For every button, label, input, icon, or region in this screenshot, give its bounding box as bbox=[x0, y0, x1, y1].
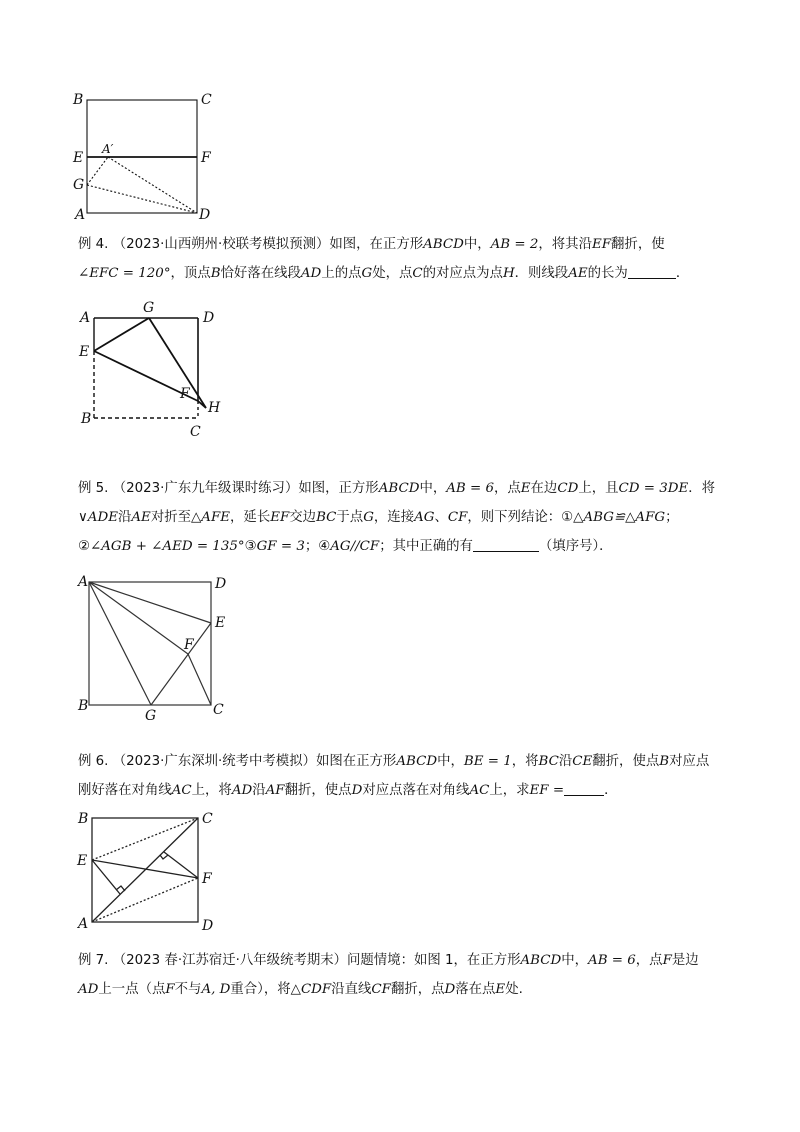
fig3-label-b: B bbox=[73, 92, 84, 108]
fig4-label-d: D bbox=[203, 310, 215, 326]
fig4-label-f: F bbox=[180, 386, 190, 402]
fig6-label-b: B bbox=[78, 811, 89, 827]
figure-example-4 bbox=[76, 296, 266, 446]
fig6-label-e: E bbox=[77, 853, 88, 869]
fig4-label-g: G bbox=[143, 300, 155, 316]
fig3-label-d: D bbox=[199, 207, 211, 223]
example-5-line-1: 例 5. （2023·广东九年级课时练习）如图，正方形ABCD中，AB = 6，点E在边CD上，且CD = 3DE．将 bbox=[78, 481, 716, 496]
fig6-label-a: A bbox=[78, 916, 89, 932]
example-5-line-2: ∨ADE沿AE对折至△AFE，延长EF交边BC于点G，连接AG、CF，则下列结论：①△ABG≌△AFG； bbox=[78, 510, 679, 525]
fig5-label-g: G bbox=[145, 708, 157, 724]
fig5-label-b: B bbox=[78, 698, 89, 714]
figure-fold-rectangle bbox=[70, 90, 230, 230]
fig5-label-d: D bbox=[215, 576, 227, 592]
fig4-label-b: B bbox=[81, 411, 92, 427]
example-5-line-3: ②∠AGB + ∠AED = 135°③GF = 3；④AG//CF；其中正确的有 （填序号）． bbox=[78, 539, 613, 554]
example-4-line-2: ∠EFC = 120°，顶点B恰好落在线段AD上的点G处，点C的对应点为点H．则线段AE的长为 ． bbox=[78, 266, 690, 281]
fig4-label-h: H bbox=[208, 400, 221, 416]
answer-blank bbox=[473, 537, 539, 552]
answer-blank bbox=[628, 264, 676, 279]
fig5-label-a: A bbox=[78, 574, 89, 590]
example-7-line-2: AD上一点（点F不与A, D重合），将△CDF沿直线CF翻折，点D落在点E处. bbox=[78, 982, 523, 997]
example-6-text bbox=[78, 751, 728, 801]
figure-example-6 bbox=[74, 808, 234, 940]
answer-blank bbox=[564, 781, 604, 796]
fig4-label-e: E bbox=[79, 344, 90, 360]
example-6-line-1: 例 6. （2023·广东深圳·统考中考模拟）如图在正方形ABCD中，BE = 1，将BC沿CE翻折，使点B对应点 bbox=[78, 754, 710, 769]
fig5-label-e: E bbox=[215, 615, 226, 631]
example-4-text bbox=[78, 234, 728, 284]
fig6-label-f: F bbox=[202, 871, 212, 887]
fig3-label-e: E bbox=[73, 150, 84, 166]
fig6-label-c: C bbox=[202, 811, 213, 827]
fig5-label-f: F bbox=[184, 637, 194, 653]
example-6-line-2: 刚好落在对角线AC上，将AD沿AF翻折，使点D对应点落在对角线AC上，求EF = ． bbox=[78, 783, 618, 798]
fig5-label-c: C bbox=[213, 702, 224, 718]
fig3-label-f: F bbox=[201, 150, 211, 166]
fig6-label-d: D bbox=[202, 918, 214, 934]
fig4-label-a: A bbox=[80, 310, 91, 326]
fig3-label-c: C bbox=[201, 92, 212, 108]
example-4-line-1: 例 4. （2023·山西朔州·校联考模拟预测）如图，在正方形ABCD中，AB = 2，将其沿EF翻折，使 bbox=[78, 237, 665, 252]
example-5-text bbox=[78, 478, 728, 557]
fig4-label-c: C bbox=[190, 424, 201, 440]
figure-example-5 bbox=[76, 572, 246, 722]
example-7-line-1: 例 7. （2023 春·江苏宿迁·八年级统考期末）问题情境：如图 1，在正方形ABCD中，AB = 6，点F是边 bbox=[78, 953, 699, 968]
fig3-label-g: G bbox=[73, 177, 85, 193]
fig3-label-aprime: A′ bbox=[102, 142, 114, 156]
fig3-label-a: A bbox=[75, 207, 86, 223]
example-7-text bbox=[78, 950, 728, 1000]
